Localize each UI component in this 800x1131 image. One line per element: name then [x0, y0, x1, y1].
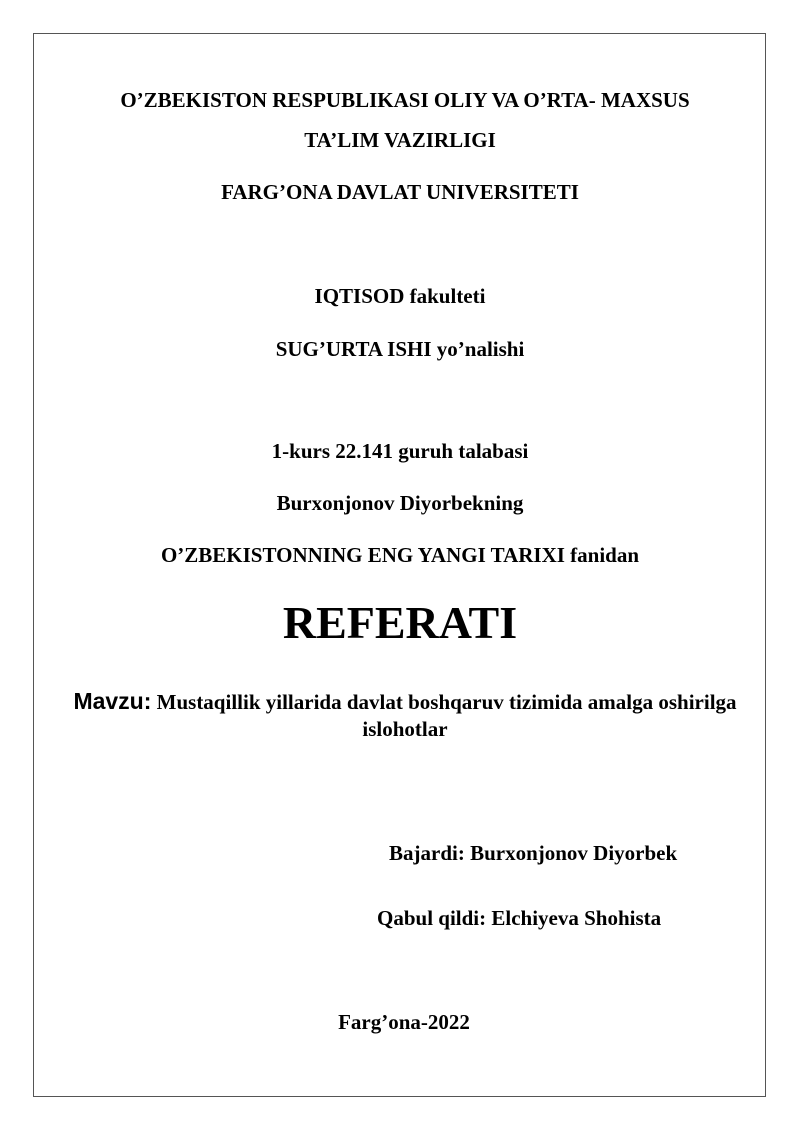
direction-name: SUG’URTA ISHI yo’nalishi: [275, 337, 525, 361]
student-name: Burxonjonov Diyorbekning: [276, 491, 524, 515]
student-group: 1-kurs 22.141 guruh talabasi: [271, 439, 529, 463]
accepted-by: Qabul qildi: Elchiyeva Shohista: [377, 906, 662, 930]
ministry-line-2: TA’LIM VAZIRLIGI: [304, 128, 496, 152]
topic: [60, 688, 750, 743]
city-year: Farg’ona-2022: [338, 1010, 470, 1034]
document-title: REFERATI: [282, 597, 518, 648]
ministry-line-1: O’ZBEKISTON RESPUBLIKASI OLIY VA O’RTA- MAXSUS: [120, 88, 690, 112]
performed-by: Bajardi: Burxonjonov Diyorbek: [389, 841, 678, 865]
faculty-name: IQTISOD fakulteti: [314, 284, 486, 308]
topic-text: Mustaqillik yillarida davlat boshqaruv tizimida amalga oshirilga islohotlar: [156, 690, 737, 741]
topic-label: Mavzu:: [73, 688, 152, 714]
university-name: FARG’ONA DAVLAT UNIVERSITETI: [221, 180, 579, 204]
subject-name: O’ZBEKISTONNING ENG YANGI TARIXI fanidan: [160, 543, 640, 567]
